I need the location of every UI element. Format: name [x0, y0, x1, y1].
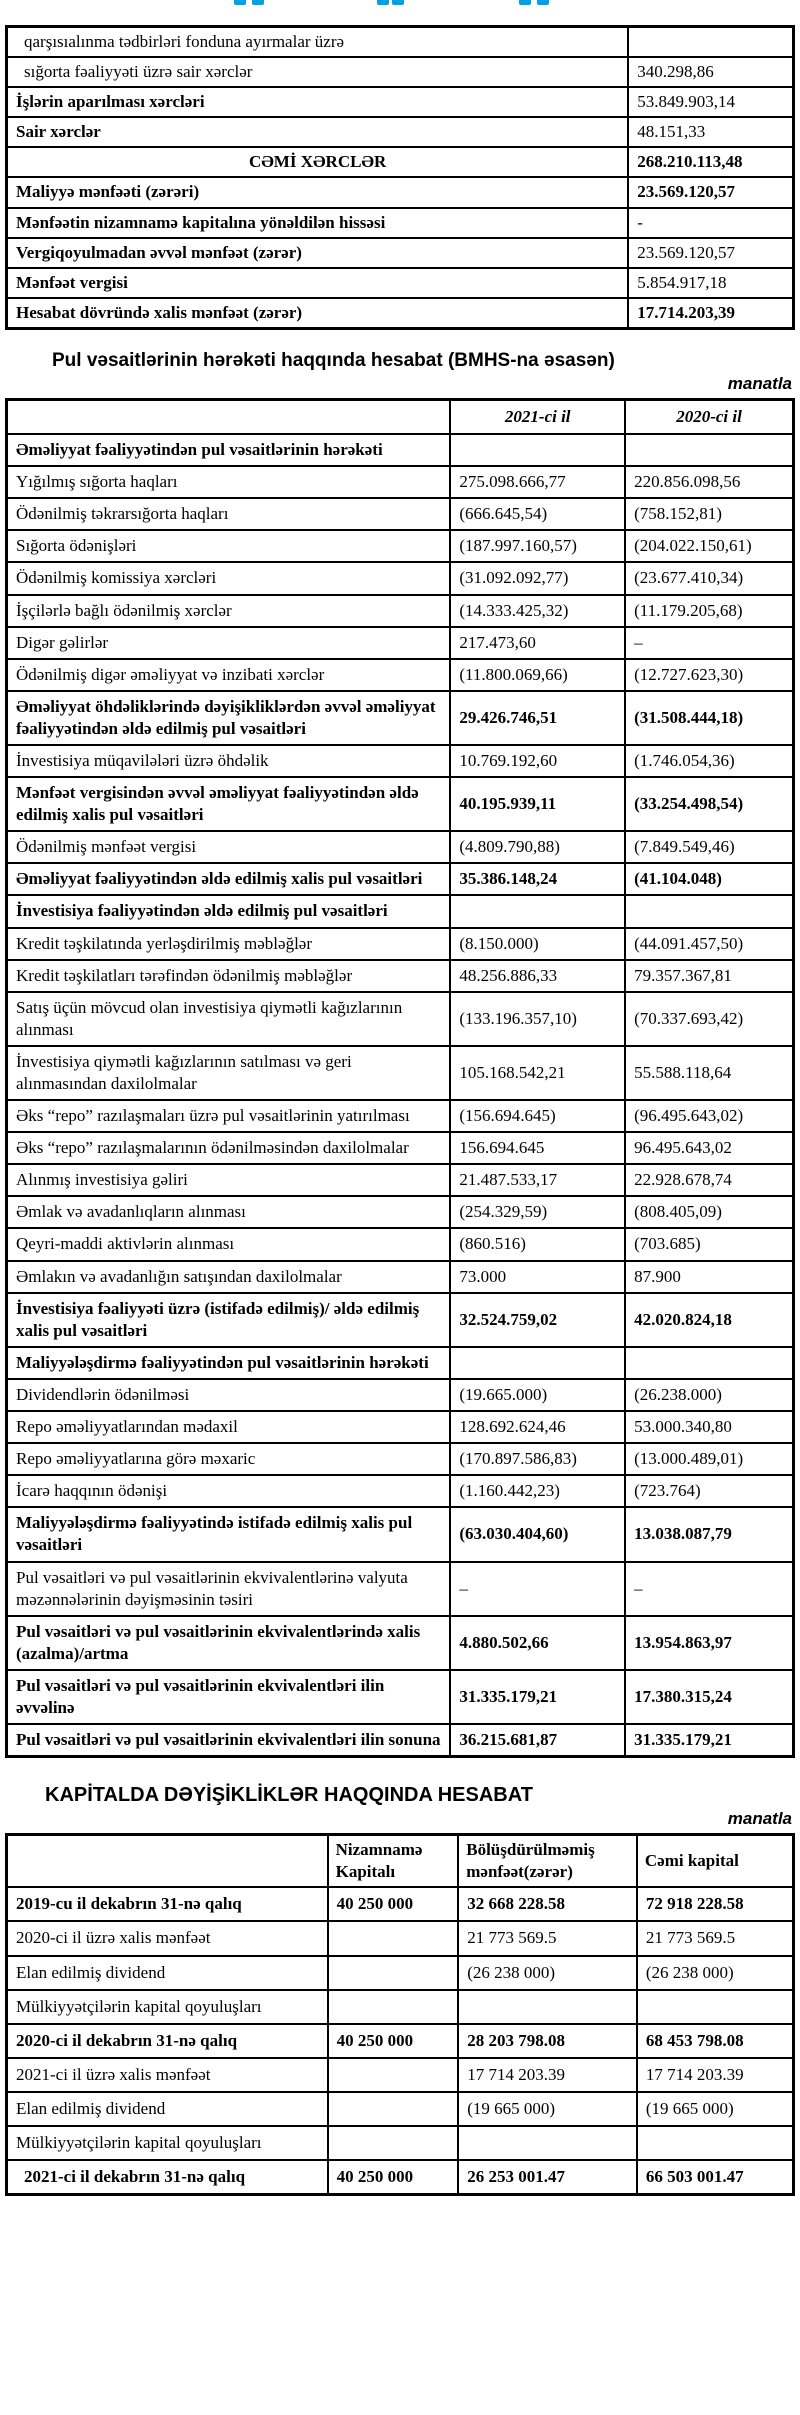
table-row [7, 627, 794, 659]
row-value: 40 250 000 [328, 2024, 459, 2058]
table-row [7, 530, 794, 562]
unit-label-manatla: manatla [727, 373, 792, 393]
row-value: 36.215.681,87 [450, 1724, 625, 1757]
row-label: Maliyyələşdirmə fəaliyyətində istifadə edilmiş xalis pul vəsaitləri [7, 1507, 451, 1561]
row-value: 32.524.759,02 [450, 1293, 625, 1347]
table-row [7, 1347, 794, 1379]
column-header: Nizamnamə Kapitalı [328, 1835, 459, 1888]
row-label: Repo əməliyyatlarına görə məxaric [7, 1443, 451, 1475]
row-value: (44.091.457,50) [625, 928, 793, 960]
table-row [7, 1164, 794, 1196]
row-label: Pul vəsaitləri və pul vəsaitlərinin ekvivalentləri ilin əvvəlinə [7, 1670, 451, 1724]
row-value [328, 2092, 459, 2126]
row-value: 17 714 203.39 [637, 2058, 794, 2092]
row-value: 29.426.746,51 [450, 691, 625, 745]
table-row [7, 1411, 794, 1443]
row-label: Hesabat dövründə xalis mənfəət (zərər) [7, 298, 629, 329]
cash-flow-statement-table [5, 398, 795, 1758]
row-value: 79.357.367,81 [625, 960, 793, 992]
table-row [7, 2160, 794, 2195]
row-value: (860.516) [450, 1228, 625, 1260]
row-label: İşçilərlə bağlı ödənilmiş xərclər [7, 595, 451, 627]
row-value: (26 238 000) [637, 1956, 794, 1990]
table-row [7, 27, 794, 58]
row-value: 53.000.340,80 [625, 1411, 793, 1443]
column-header: Cəmi kapital [637, 1835, 794, 1888]
row-value: 22.928.678,74 [625, 1164, 793, 1196]
row-label: İnvestisiya qiymətli kağızlarının satılması və geri alınmasından daxilolmalar [7, 1046, 451, 1100]
table-row [7, 208, 794, 238]
table-row [7, 1724, 794, 1757]
row-value: 40.195.939,11 [450, 777, 625, 831]
table-row [7, 498, 794, 530]
table-row [7, 831, 794, 863]
row-label: Elan edilmiş dividend [7, 1956, 328, 1990]
row-label: Satış üçün mövcud olan investisiya qiymətli kağızlarının alınması [7, 992, 451, 1046]
row-value: 96.495.643,02 [625, 1132, 793, 1164]
table-row [7, 1046, 794, 1100]
row-value: (70.337.693,42) [625, 992, 793, 1046]
row-value: 87.900 [625, 1261, 793, 1293]
table-row [7, 434, 794, 466]
table-row [7, 1990, 794, 2024]
table-row [7, 2092, 794, 2126]
row-label: Əks “repo” razılaşmalarının ödənilməsindən daxilolmalar [7, 1132, 451, 1164]
table-row [7, 928, 794, 960]
row-value: 128.692.624,46 [450, 1411, 625, 1443]
column-header [7, 1835, 328, 1888]
clipped-letter-mark [252, 0, 264, 5]
table-row [7, 1261, 794, 1293]
row-value: (31.092.092,77) [450, 562, 625, 594]
row-value: 32 668 228.58 [458, 1887, 637, 1921]
row-value [628, 27, 793, 58]
table-row [7, 1379, 794, 1411]
row-label: Əməliyyat fəaliyyətindən əldə edilmiş xalis pul vəsaitləri [7, 863, 451, 895]
row-label: 2021-ci il dekabrın 31-nə qalıq [7, 2160, 328, 2195]
row-value: 17.714.203,39 [628, 298, 793, 329]
row-value: 23.569.120,57 [628, 177, 793, 207]
row-label: Ödənilmiş mənfəət vergisi [7, 831, 451, 863]
row-value: (33.254.498,54) [625, 777, 793, 831]
table-row [7, 466, 794, 498]
row-value: 26 253 001.47 [458, 2160, 637, 2195]
row-label: Digər gəlirlər [7, 627, 451, 659]
row-label: Yığılmış sığorta haqları [7, 466, 451, 498]
row-value: (808.405,09) [625, 1196, 793, 1228]
table-row [7, 1443, 794, 1475]
clipped-letter-mark [537, 0, 549, 5]
row-value [328, 2126, 459, 2160]
row-value: (31.508.444,18) [625, 691, 793, 745]
row-label: Əmlakın və avadanlığın satışından daxilolmalar [7, 1261, 451, 1293]
row-label: Dividendlərin ödənilməsi [7, 1379, 451, 1411]
row-value: (204.022.150,61) [625, 530, 793, 562]
row-label: Kredit təşkilatında yerləşdirilmiş məbləğlər [7, 928, 451, 960]
row-value: (41.104.048) [625, 863, 793, 895]
row-label: qarşısıalınma tədbirləri fonduna ayırmalar üzrə [7, 27, 629, 58]
table-row [7, 1616, 794, 1670]
row-value: (723.764) [625, 1475, 793, 1507]
row-label: Repo əməliyyatlarından mədaxil [7, 1411, 451, 1443]
clipped-letter-mark [519, 0, 531, 5]
row-value: (170.897.586,83) [450, 1443, 625, 1475]
row-value: 48.151,33 [628, 117, 793, 147]
row-value: 66 503 001.47 [637, 2160, 794, 2195]
row-label: Mənfəət vergisindən əvvəl əməliyyat fəaliyyətindən əldə edilmiş xalis pul vəsaitləri [7, 777, 451, 831]
table-row [7, 2058, 794, 2092]
unit-label-manatla: manatla [727, 1809, 792, 1829]
row-label: Pul vəsaitləri və pul vəsaitlərinin ekvivalentləri ilin sonuna [7, 1724, 451, 1757]
row-value: 220.856.098,56 [625, 466, 793, 498]
table-row [7, 745, 794, 777]
table-row [7, 177, 794, 207]
row-label: 2020-ci il dekabrın 31-nə qalıq [7, 2024, 328, 2058]
table-row [7, 2024, 794, 2058]
row-value: 48.256.886,33 [450, 960, 625, 992]
row-value [328, 1956, 459, 1990]
table-row [7, 117, 794, 147]
row-value: (11.179.205,68) [625, 595, 793, 627]
row-value: 5.854.917,18 [628, 268, 793, 298]
row-label: Sair xərclər [7, 117, 629, 147]
row-value: (1.746.054,36) [625, 745, 793, 777]
expenses-profit-table [5, 25, 795, 330]
table-row [7, 87, 794, 117]
row-value: 17.380.315,24 [625, 1670, 793, 1724]
row-label: İcarə haqqının ödənişi [7, 1475, 451, 1507]
row-label: Kredit təşkilatları tərəfindən ödənilmiş məbləğlər [7, 960, 451, 992]
row-value: (1.160.442,23) [450, 1475, 625, 1507]
row-label: Sığorta ödənişləri [7, 530, 451, 562]
row-label: İşlərin aparılması xərcləri [7, 87, 629, 117]
table-row [7, 268, 794, 298]
table-row [7, 659, 794, 691]
row-value: (187.997.160,57) [450, 530, 625, 562]
row-value: 23.569.120,57 [628, 238, 793, 268]
clipped-letter-mark [392, 0, 404, 5]
table-row [7, 238, 794, 268]
row-value: 40 250 000 [328, 2160, 459, 2195]
row-label: Əks “repo” razılaşmaları üzrə pul vəsaitlərinin yatırılması [7, 1100, 451, 1132]
row-value [625, 895, 793, 927]
row-label: Mənfəət vergisi [7, 268, 629, 298]
row-label: Ödənilmiş digər əməliyyat və inzibati xərclər [7, 659, 451, 691]
row-label: Maliyyələşdirmə fəaliyyətindən pul vəsaitlərinin hərəkəti [7, 1347, 451, 1379]
row-value [625, 434, 793, 466]
row-value: (23.677.410,34) [625, 562, 793, 594]
row-value: (19 665 000) [637, 2092, 794, 2126]
row-value: (133.196.357,10) [450, 992, 625, 1046]
row-value [450, 895, 625, 927]
row-value: (19.665.000) [450, 1379, 625, 1411]
row-value: – [625, 1562, 793, 1616]
row-label: Elan edilmiş dividend [7, 2092, 328, 2126]
row-value: 31.335.179,21 [625, 1724, 793, 1757]
row-label: İnvestisiya müqavilələri üzrə öhdəlik [7, 745, 451, 777]
clipped-letter-mark [377, 0, 389, 5]
row-value: 28 203 798.08 [458, 2024, 637, 2058]
table-row [7, 1475, 794, 1507]
row-value: 21.487.533,17 [450, 1164, 625, 1196]
table-row [7, 57, 794, 87]
row-value [328, 1990, 459, 2024]
row-value: (11.800.069,66) [450, 659, 625, 691]
row-value: (7.849.549,46) [625, 831, 793, 863]
row-value: 73.000 [450, 1261, 625, 1293]
table-row [7, 1132, 794, 1164]
row-value: (156.694.645) [450, 1100, 625, 1132]
row-label: 2019-cu il dekabrın 31-nə qalıq [7, 1887, 328, 1921]
row-value: 275.098.666,77 [450, 466, 625, 498]
table-row [7, 1921, 794, 1955]
row-label: Vergiqoyulmadan əvvəl mənfəət (zərər) [7, 238, 629, 268]
table-row [7, 992, 794, 1046]
equity-changes-table [5, 1833, 795, 2196]
row-label: 2020-ci il üzrə xalis mənfəət [7, 1921, 328, 1955]
row-label: Əməliyyat fəaliyyətindən pul vəsaitlərinin hərəkəti [7, 434, 451, 466]
row-value: 21 773 569.5 [458, 1921, 637, 1955]
column-header [7, 399, 451, 434]
row-value: 42.020.824,18 [625, 1293, 793, 1347]
row-value: 21 773 569.5 [637, 1921, 794, 1955]
row-label: Əməliyyat öhdəliklərində dəyişikliklərdən əvvəl əməliyyat fəaliyyətindən əldə edilmiş pul vəsaitləri [7, 691, 451, 745]
row-label: 2021-ci il üzrə xalis mənfəət [7, 2058, 328, 2092]
row-value: (758.152,81) [625, 498, 793, 530]
row-label: Maliyyə mənfəəti (zərəri) [7, 177, 629, 207]
row-label: Alınmış investisiya gəliri [7, 1164, 451, 1196]
row-value: – [625, 627, 793, 659]
row-value: – [450, 1562, 625, 1616]
row-value: 105.168.542,21 [450, 1046, 625, 1100]
row-value [328, 2058, 459, 2092]
table-row [7, 1228, 794, 1260]
row-value: 13.038.087,79 [625, 1507, 793, 1561]
row-value: 53.849.903,14 [628, 87, 793, 117]
row-value: 35.386.148,24 [450, 863, 625, 895]
clipped-letter-mark [234, 0, 246, 5]
table-row [7, 1562, 794, 1616]
table-row [7, 2126, 794, 2160]
table-row [7, 1100, 794, 1132]
row-label: sığorta fəaliyyəti üzrə sair xərclər [7, 57, 629, 87]
row-value: 31.335.179,21 [450, 1670, 625, 1724]
header-row [7, 399, 794, 434]
row-value: 268.210.113,48 [628, 147, 793, 177]
cash-flow-section-title: Pul vəsaitlərinin hərəkəti haqqında hesabat (BMHS-na əsasən) [52, 349, 615, 371]
row-value: (4.809.790,88) [450, 831, 625, 863]
row-value: 55.588.118,64 [625, 1046, 793, 1100]
row-value: (666.645,54) [450, 498, 625, 530]
row-value: 13.954.863,97 [625, 1616, 793, 1670]
table-row [7, 1956, 794, 1990]
row-label: Ödənilmiş komissiya xərcləri [7, 562, 451, 594]
row-value: (19 665 000) [458, 2092, 637, 2126]
table-row [7, 147, 794, 177]
column-header: 2020-ci il [625, 399, 793, 434]
table-row [7, 562, 794, 594]
row-label: Ödənilmiş təkrarsığorta haqları [7, 498, 451, 530]
table-row [7, 298, 794, 329]
table-row [7, 1887, 794, 1921]
equity-section-title: KAPİTALDA DƏYİŞİKLİKLƏR HAQQINDA HESABAT [45, 1784, 533, 1807]
table-row [7, 1507, 794, 1561]
table-row [7, 895, 794, 927]
row-value: (96.495.643,02) [625, 1100, 793, 1132]
row-value: (8.150.000) [450, 928, 625, 960]
clipped-blue-heading [0, 0, 800, 6]
row-value [450, 434, 625, 466]
row-value: 340.298,86 [628, 57, 793, 87]
row-value [328, 1921, 459, 1955]
row-value: (703.685) [625, 1228, 793, 1260]
row-value [637, 2126, 794, 2160]
row-value: 4.880.502,66 [450, 1616, 625, 1670]
row-label: Pul vəsaitləri və pul vəsaitlərinin ekvivalentlərində xalis (azalma)/artma [7, 1616, 451, 1670]
table-row [7, 595, 794, 627]
row-value: 156.694.645 [450, 1132, 625, 1164]
row-label: İnvestisiya fəaliyyəti üzrə (istifadə edilmiş)/ əldə edilmiş xalis pul vəsaitləri [7, 1293, 451, 1347]
row-value: 40 250 000 [328, 1887, 459, 1921]
row-value: (13.000.489,01) [625, 1443, 793, 1475]
row-label: Mülkiyyətçilərin kapital qoyuluşları [7, 2126, 328, 2160]
row-label: CƏMİ XƏRCLƏR [7, 147, 629, 177]
row-value: 68 453 798.08 [637, 2024, 794, 2058]
row-label: Pul vəsaitləri və pul vəsaitlərinin ekvivalentlərinə valyuta məzənnələrinin dəyişməsinin təsiri [7, 1562, 451, 1616]
row-value: (254.329,59) [450, 1196, 625, 1228]
row-value: - [628, 208, 793, 238]
column-header: 2021-ci il [450, 399, 625, 434]
row-value [637, 1990, 794, 2024]
row-value: (12.727.623,30) [625, 659, 793, 691]
table-row [7, 1670, 794, 1724]
row-value: 10.769.192,60 [450, 745, 625, 777]
row-label: Əmlak və avadanlıqların alınması [7, 1196, 451, 1228]
table-row [7, 863, 794, 895]
table-row [7, 1293, 794, 1347]
table-row [7, 777, 794, 831]
row-value: 72 918 228.58 [637, 1887, 794, 1921]
row-label: Mənfəətin nizamnamə kapitalına yönəldilən hissəsi [7, 208, 629, 238]
row-value: (26.238.000) [625, 1379, 793, 1411]
row-label: Mülkiyyətçilərin kapital qoyuluşları [7, 1990, 328, 2024]
table-row [7, 960, 794, 992]
row-value: (14.333.425,32) [450, 595, 625, 627]
row-value: (26 238 000) [458, 1956, 637, 1990]
table-row [7, 1196, 794, 1228]
row-label: İnvestisiya fəaliyyətindən əldə edilmiş pul vəsaitləri [7, 895, 451, 927]
table-row [7, 691, 794, 745]
row-value: (63.030.404,60) [450, 1507, 625, 1561]
row-value: 217.473,60 [450, 627, 625, 659]
column-header: Bölüşdürülməmiş mənfəət(zərər) [458, 1835, 637, 1888]
row-value [625, 1347, 793, 1379]
row-label: Qeyri-maddi aktivlərin alınması [7, 1228, 451, 1260]
row-value: 17 714 203.39 [458, 2058, 637, 2092]
header-row [7, 1835, 794, 1888]
row-value [458, 2126, 637, 2160]
row-value [458, 1990, 637, 2024]
row-value [450, 1347, 625, 1379]
